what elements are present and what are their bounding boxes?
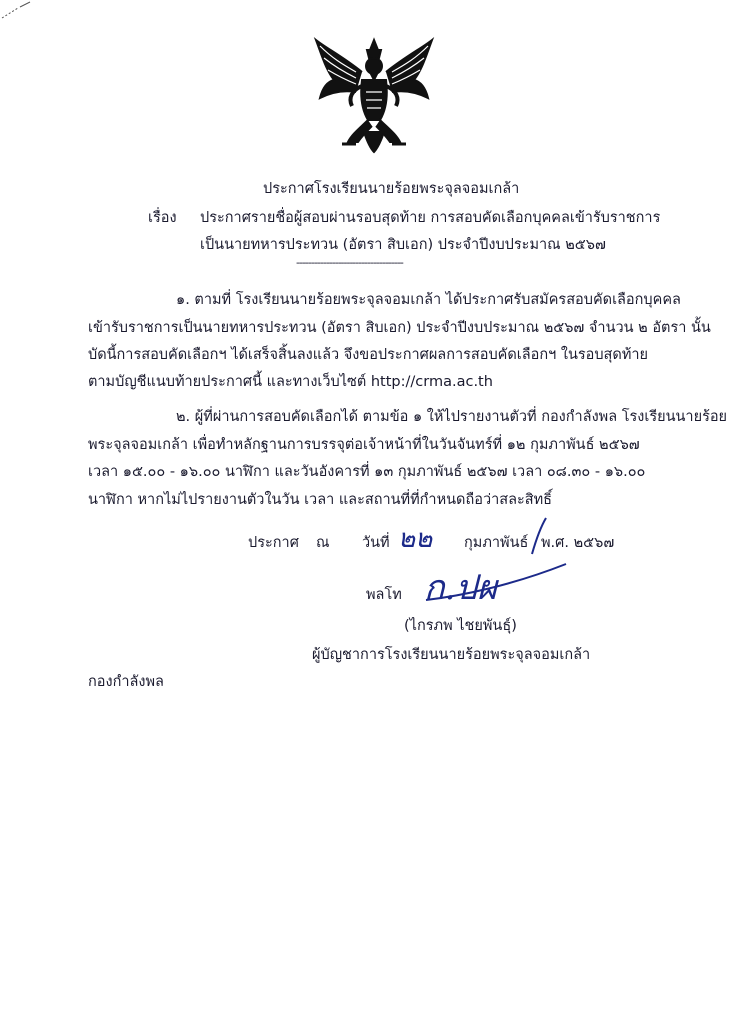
header-separator: ------------------------------------	[296, 256, 403, 269]
signature-flourish-icon	[420, 556, 570, 606]
paragraph-1-line-4: ตามบัญชีแนบท้ายประกาศนี้ และทางเว็บไซต์ http://crma.ac.th	[88, 374, 493, 390]
subject-line-2: เป็นนายทหารประทวน (อัตรา สิบเอก) ประจำปีงบประมาณ ๒๕๖๗	[200, 237, 606, 253]
issuer-title: ประกาศโรงเรียนนายร้อยพระจุลจอมเกล้า	[263, 181, 520, 197]
paragraph-2-line-1: ๒. ผู้ที่ผ่านการสอบคัดเลือกได้ ตามข้อ ๑ ให้ไปรายงานตัวที่ กองกำลังพล โรงเรียนนายร้อย	[176, 409, 728, 425]
paragraph-2-line-3: เวลา ๑๕.๐๐ - ๑๖.๐๐ นาฬิกา และวันอังคารที่ ๑๓ กุมภาพันธ์ ๒๕๖๗ เวลา ๐๘.๓๐ - ๑๖.๐๐	[88, 464, 646, 480]
day-label: วันที่	[362, 535, 390, 551]
signatory-position: ผู้บัญชาการโรงเรียนนายร้อยพระจุลจอมเกล้า	[312, 647, 591, 663]
month-label: กุมภาพันธ์	[464, 535, 529, 551]
scan-corner-mark	[0, 0, 40, 20]
garuda-emblem-icon	[312, 36, 436, 154]
date-pen-stroke-icon	[528, 516, 550, 556]
year-label: พ.ศ. ๒๕๖๗	[541, 535, 615, 551]
at-label: ณ	[316, 535, 330, 551]
department-footer: กองกำลังพล	[88, 674, 164, 690]
announce-label: ประกาศ	[248, 535, 299, 551]
handwritten-day: ๒๒	[398, 524, 433, 554]
paragraph-2-line-2: พระจุลจอมเกล้า เพื่อทำหลักฐานการบรรจุต่อเจ้าหน้าที่ในวันจันทร์ที่ ๑๒ กุมภาพันธ์ ๒๕๖๗	[88, 437, 640, 453]
paragraph-2-line-4: นาฬิกา หากไม่ไปรายงานตัวในวัน เวลา และสถานที่ที่กำหนดถือว่าสละสิทธิ์	[88, 492, 553, 508]
paragraph-1-line-1: ๑. ตามที่ โรงเรียนนายร้อยพระจุลจอมเกล้า ได้ประกาศรับสมัครสอบคัดเลือกบุคคล	[176, 292, 681, 308]
subject-label: เรื่อง	[148, 210, 177, 226]
handwritten-signature: ก.ปผ	[424, 568, 497, 608]
signature-rank: พลโท	[366, 587, 402, 603]
paragraph-1-line-2: เข้ารับราชการเป็นนายทหารประทวน (อัตรา สิบเอก) ประจำปีงบประมาณ ๒๕๖๗ จำนวน ๒ อัตรา นั้น	[88, 320, 711, 336]
subject-line-1: ประกาศรายชื่อผู้สอบผ่านรอบสุดท้าย การสอบคัดเลือกบุคคลเข้ารับราชการ	[200, 210, 661, 226]
signatory-name: (ไกรภพ ไชยพันธุ์)	[404, 618, 517, 634]
paragraph-1-line-3: บัดนี้การสอบคัดเลือกฯ ได้เสร็จสิ้นลงแล้ว จึงขอประกาศผลการสอบคัดเลือกฯ ในรอบสุดท้าย	[88, 347, 649, 363]
